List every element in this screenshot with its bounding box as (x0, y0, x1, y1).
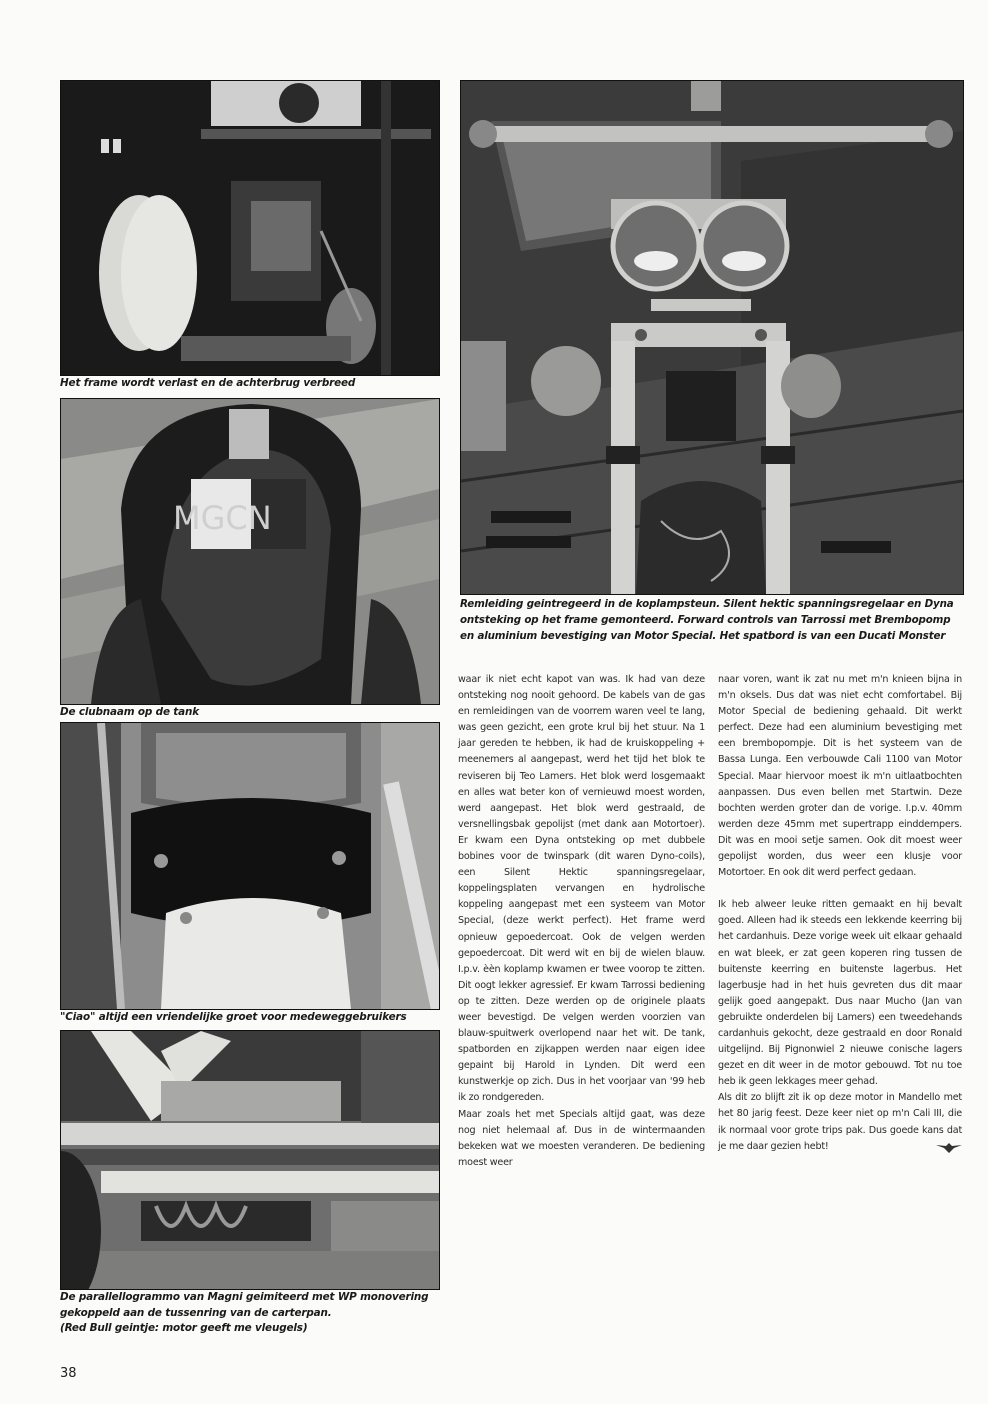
photo-caption: Het frame wordt verlast en de achterbrug verbreed (60, 377, 356, 389)
caption-line: (Red Bull geintje: motor geeft me vleugels) (60, 1322, 308, 1334)
photo-caption-multiline (460, 597, 970, 644)
photo-caption: De clubnaam op de tank (60, 706, 199, 718)
photo-rear-ciao (60, 722, 440, 1010)
caption-line: ontsteking op het frame gemonteerd. Forward controls van Tarrossi met Brembopomp (460, 613, 951, 626)
moto-guzzi-eagle-icon (936, 1142, 962, 1160)
photo-tank (60, 398, 440, 705)
photo-parallellogrammo (60, 1030, 440, 1290)
article-column-1 (458, 672, 705, 1171)
article-paragraph: naar voren, want ik zat nu met m'n knieen bijna in m'n oksels. Dus dat was niet echt comfortabel. Bij Motor Special de bediening gehaald. Dit werkt perfect. Deze had een aluminium bevestiging met een brembopompje. Dit is het systeem van de Bassa Lunga. Een verbouwde Cali 1100 van Motor Special. Maar hiervoor moest ik m'n uitlaatbochten aanpassen. Dus even bellen met Startwin. Deze bochten werden groter dan de vorige. I.p.v. 40mm werden deze 45mm met supertrapp einddempers. Dit was en mooi setje samen. Ook dit moest weer gepolijst worden, dus weer een klusje voor Motortoer. En ook dit werd perfect gedaan. (718, 674, 962, 879)
caption-line: gekoppeld aan de tussenring van de carterpan. (60, 1306, 332, 1319)
article-paragraph: waar ik niet echt kapot van was. Ik had van deze ontsteking nog nooit gehoord. De kabels van de gas en remleidingen van de voorrem waren veel te lang, was geen gezicht, een grote krul bij het stuur. Na 1 jaar gereden te hebben, ik had de kruiskoppeling + meenemers al aangepast, werd het tijd het blok te reviseren bij Teo Lamers. Het blok werd losgemaakt en alles wat beter kon of vernieuwd moest worden, werd aangepast. Het blok werd gestraald, de versnellingsbak gepolijst (met dank aan Motortoer). Er kwam een Dyna ontsteking op met dubbele bobines voor de twinspark (dit waren Dyno-coils), een Silent Hektic spanningsregelaar, koppelingsplaten vervangen en hydrolische koppeling aangepast met een systeem van Motor Special, (deze werkt perfect). Het frame werd opnieuw gepoedercoat. Ook de velgen werden gepoedercoat. Dit werd wit en bij de wielen blauw. I.p.v. èèn koplamp kwamen er twee voorop te zitten. Dit oogt lekker agressief. Er kwam Tarrossi bediening op te zitten. Deze werden op de originele plaats weer bevestigd. De velgen werden voorzien van blauw-spuitwerk overlopend naar het wit. De tank, spatborden en zijkappen werden naar eigen idee gepaint bij Harold in Lynden. Dit werd een kunstwerkje op zich. Dus in het voorjaar van '99 heb ik zo rondgereden. (458, 674, 705, 1104)
article-paragraph (718, 1090, 962, 1154)
caption-line: Remleiding geintregeerd in de koplampsteun. Silent hektic spanningsregelaar en Dyna (460, 598, 954, 610)
photo-frame-rear-axle (60, 80, 440, 376)
caption-line: De parallellogrammo van Magni geimiteerd met WP monovering (60, 1291, 429, 1303)
caption-line: en aluminium bevestiging van Motor Special. Het spatbord is van een Ducati Monster (460, 629, 946, 642)
photo-front-headlights (460, 80, 964, 595)
photo-caption-multiline (60, 1290, 460, 1337)
article-paragraph: Ik heb alweer leuke ritten gemaakt en hij bevalt goed. Alleen had ik steeds een lekkende keerring bij het cardanhuis. Deze vorige week uit elkaar gehaald en wat bleek, er zat geen koperen ring tussen de buitenste keerring en buitenste lagerbus. Het lagerbusje had in het huis gevreten dus dit maar gelijk goed aangepakt. Dus naar Mucho (Jan van gebruikte onderdelen bij Lamers) een tweedehands cardanhuis gekocht, deze gestraald en door Ronald uitgelijnd. Bij Pignonwiel 2 nieuwe conische lagers gezet en dit weer in de motor gebouwd. Tot nu toe heb ik geen lekkages meer gehad. (718, 899, 962, 1088)
article-paragraph: Maar zoals het met Specials altijd gaat, was deze nog niet helemaal af. Dus in de wintermaanden bekeken wat we moesten veranderen. De bediening moest weer (458, 1108, 705, 1168)
article-paragraph-text: Als dit zo blijft zit ik op deze motor in Mandello met het 80 jarig feest. Deze keer niet op m'n Cali III, die ik normaal voor grote trips pak. Dus goede kans dat je me daar gezien hebt! (718, 1092, 962, 1152)
photo-caption: "Ciao" altijd een vriendelijke groet voor medeweggebruikers (60, 1011, 407, 1023)
tank-lettering: MGCN (173, 499, 272, 537)
article-column-2 (718, 672, 962, 1160)
page-number: 38 (60, 1366, 77, 1381)
